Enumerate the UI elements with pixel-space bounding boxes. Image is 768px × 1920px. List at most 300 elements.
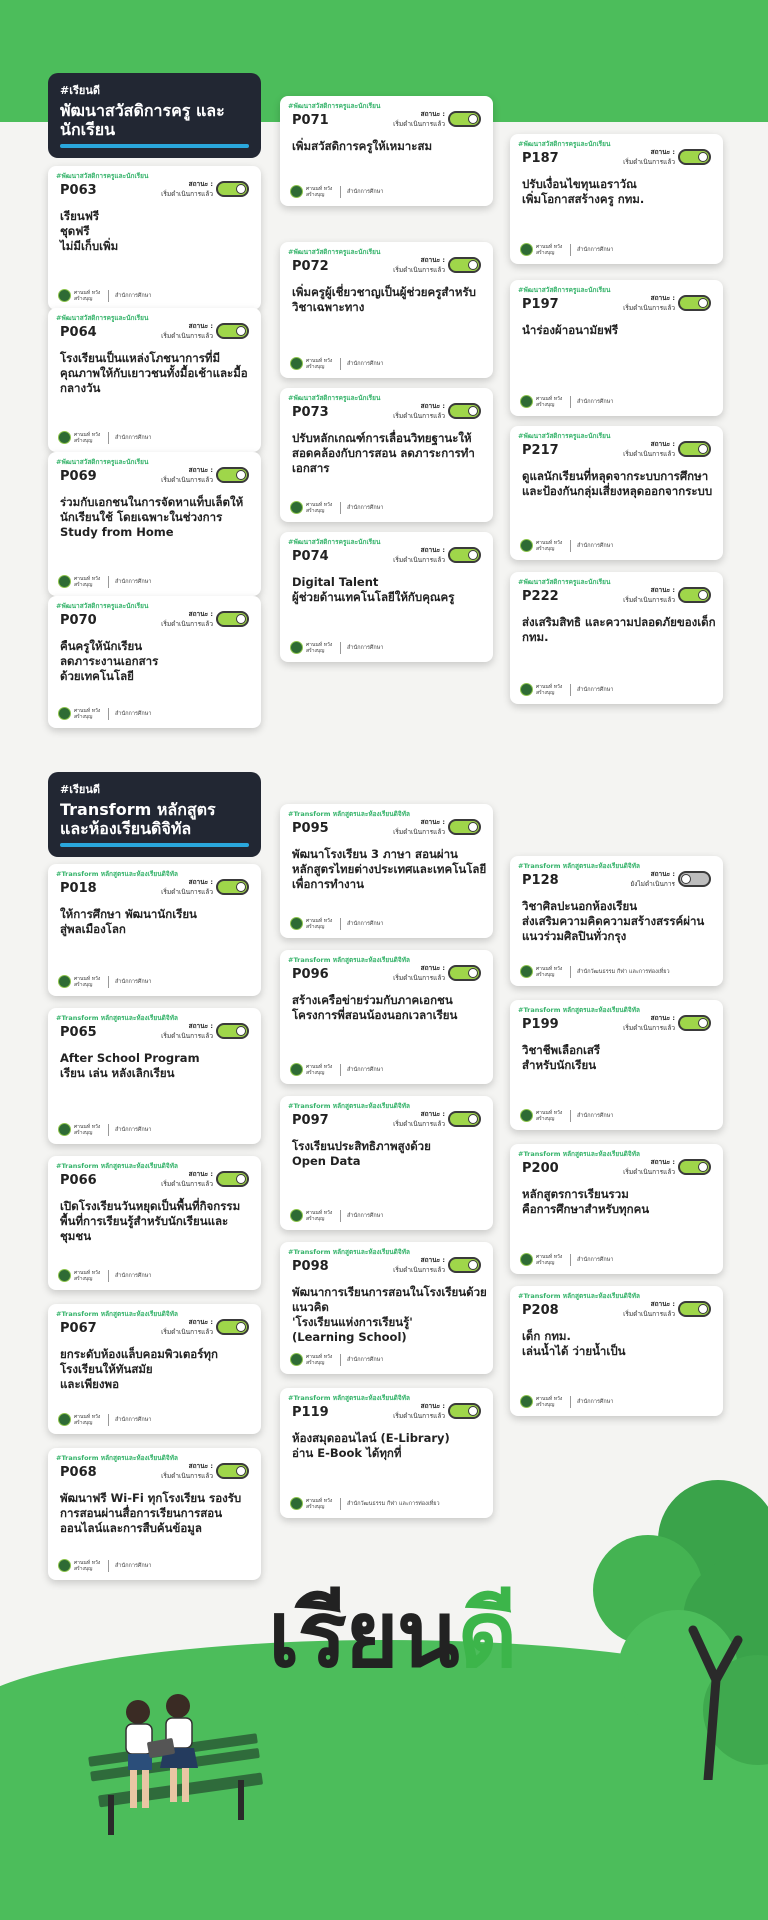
toggle-knob (236, 614, 246, 624)
status-value: เริ่มดำเนินการแล้ว (623, 1024, 675, 1032)
card-title: After School Program เรียน เล่น หลังเลิกเรียน (60, 1051, 200, 1080)
toggle-knob (468, 406, 478, 416)
owner-name: ศานนท์ หวังสร้างบุญ (536, 1395, 563, 1408)
office-name: สำนักการศึกษา (577, 1256, 614, 1263)
toggle-switch-icon[interactable] (448, 403, 481, 419)
status-value: เริ่มดำเนินการแล้ว (393, 556, 445, 564)
status-label: สถานะ : (188, 180, 213, 188)
status-label: สถานะ : (188, 1022, 213, 1030)
owner-avatar-icon (520, 243, 533, 256)
office-name: สำนักการศึกษา (115, 710, 152, 717)
card-code: P199 (522, 1017, 559, 1032)
footer-divider (108, 290, 109, 302)
owner-name: ศานนท์ หวังสร้างบุญ (74, 1269, 101, 1282)
toggle-knob (681, 874, 691, 884)
footer-divider (108, 976, 109, 988)
owner-avatar-icon (290, 917, 303, 930)
card-title: คืนครูให้นักเรียน ลดภาระงานเอกสาร ด้วยเทคโนโลยี (60, 639, 159, 683)
toggle-knob (698, 1304, 708, 1314)
office-name: สำนักวัฒนธรรม กีฬา และการท่องเที่ยว (347, 1500, 440, 1507)
status-value: เริ่มดำเนินการแล้ว (623, 1168, 675, 1176)
section-tag: #เรียนดี (60, 84, 100, 97)
office-name: สำนักการศึกษา (115, 1562, 152, 1569)
owner-name: ศานนท์ หวังสร้างบุญ (74, 1123, 101, 1136)
toggle-switch-icon[interactable] (448, 965, 481, 981)
toggle-switch-icon[interactable] (448, 547, 481, 563)
footer-title-part1: เรียน (268, 1581, 458, 1688)
status-label: สถานะ : (420, 1256, 445, 1264)
section-underline (60, 144, 249, 148)
status-value: เริ่มดำเนินการแล้ว (623, 158, 675, 166)
owner-name: ศานนท์ หวังสร้างบุญ (74, 431, 101, 444)
card-footer (520, 1109, 613, 1122)
toggle-switch-icon[interactable] (216, 1319, 249, 1335)
toggle-switch-icon[interactable] (678, 1015, 711, 1031)
owner-avatar-icon (290, 1353, 303, 1366)
card-title: นำร่องผ้าอนามัยฟรี (522, 323, 619, 337)
status-value: เริ่มดำเนินการแล้ว (623, 304, 675, 312)
card-code: P197 (522, 297, 559, 312)
policy-card[interactable] (510, 856, 723, 986)
toggle-switch-icon[interactable] (678, 441, 711, 457)
toggle-switch-icon[interactable] (448, 1111, 481, 1127)
toggle-knob (698, 444, 708, 454)
card-category: #Transform หลักสูตรและห้องเรียนดิจิทัล (288, 810, 410, 818)
status-value: เริ่มดำเนินการแล้ว (393, 1120, 445, 1128)
card-footer (290, 501, 383, 514)
status-value: เริ่มดำเนินการแล้ว (623, 1310, 675, 1318)
footer-divider (570, 966, 571, 978)
footer-divider (340, 1498, 341, 1510)
card-code: P098 (292, 1259, 329, 1274)
office-name: สำนักการศึกษา (577, 542, 614, 549)
toggle-switch-icon[interactable] (678, 1159, 711, 1175)
toggle-switch-icon[interactable] (216, 1023, 249, 1039)
toggle-switch-icon[interactable] (216, 879, 249, 895)
card-title: พัฒนาฟรี Wi-Fi ทุกโรงเรียน รองรับการสอนผ่านสื่อการเรียนการสอนออนไลน์และการสืบค้นข้อมูล (60, 1491, 242, 1535)
card-footer (290, 185, 383, 198)
office-name: สำนักการศึกษา (115, 1416, 152, 1423)
policy-card[interactable] (280, 96, 493, 206)
owner-name: ศานนท์ หวังสร้างบุญ (74, 575, 101, 588)
card-category: #Transform หลักสูตรและห้องเรียนดิจิทัล (56, 870, 178, 878)
card-code: P208 (522, 1303, 559, 1318)
card-footer (290, 917, 383, 930)
owner-avatar-icon (290, 501, 303, 514)
footer-divider (340, 1064, 341, 1076)
status-label: สถานะ : (420, 546, 445, 554)
owner-name: ศานนท์ หวังสร้างบุญ (74, 975, 101, 988)
section-title: Transform หลักสูตร และห้องเรียนดิจิทัล (60, 800, 216, 838)
owner-avatar-icon (290, 641, 303, 654)
footer-divider (108, 708, 109, 720)
section-underline (60, 843, 249, 847)
toggle-switch-icon[interactable] (678, 587, 711, 603)
card-footer (290, 1209, 383, 1222)
card-title: ส่งเสริมสิทธิ และความปลอดภัยของเด็ก กทม. (522, 615, 716, 644)
card-category: #พัฒนาสวัสดิการครูและนักเรียน (56, 172, 149, 180)
office-name: สำนักการศึกษา (347, 1356, 384, 1363)
policy-card[interactable] (510, 572, 723, 704)
card-title: พัฒนาการเรียนการสอนในโรงเรียนด้วยแนวคิด 'โรงเรียนแห่งการเรียนรู้' (Learning School) (292, 1285, 487, 1344)
owner-name: ศานนท์ หวังสร้างบุญ (536, 965, 563, 978)
status-label: สถานะ : (420, 1110, 445, 1118)
office-name: สำนักการศึกษา (115, 1126, 152, 1133)
card-title: เด็ก กทม. เล่นน้ำได้ ว่ายน้ำเป็น (522, 1329, 626, 1358)
card-code: P128 (522, 873, 559, 888)
card-footer (58, 1559, 151, 1572)
toggle-knob (236, 326, 246, 336)
policy-card[interactable] (510, 1000, 723, 1130)
card-title: หลักสูตรการเรียนรวม คือการศึกษาสำหรับทุกคน (522, 1187, 650, 1216)
status-label: สถานะ : (188, 322, 213, 330)
status-label: สถานะ : (650, 586, 675, 594)
owner-avatar-icon (290, 185, 303, 198)
status-value: เริ่มดำเนินการแล้ว (393, 974, 445, 982)
footer-divider (340, 358, 341, 370)
card-code: P217 (522, 443, 559, 458)
policy-card[interactable] (48, 452, 261, 596)
status-label: สถานะ : (188, 1318, 213, 1326)
policy-card[interactable] (510, 280, 723, 416)
card-category: #พัฒนาสวัสดิการครูและนักเรียน (288, 248, 381, 256)
status-value: เริ่มดำเนินการแล้ว (161, 620, 213, 628)
status-value: เริ่มดำเนินการแล้ว (161, 332, 213, 340)
toggle-knob (468, 968, 478, 978)
card-footer (290, 1063, 383, 1076)
card-code: P095 (292, 821, 329, 836)
toggle-knob (698, 590, 708, 600)
toggle-switch-icon[interactable] (216, 181, 249, 197)
owner-name: ศานนท์ หวังสร้างบุญ (306, 1063, 333, 1076)
card-footer (290, 1353, 383, 1366)
status-label: สถานะ : (188, 1170, 213, 1178)
card-footer (58, 289, 151, 302)
policy-card[interactable] (48, 864, 261, 996)
footer-divider (340, 1354, 341, 1366)
card-title: ให้การศึกษา พัฒนานักเรียน สู่พลเมืองโลก (60, 907, 197, 936)
card-category: #พัฒนาสวัสดิการครูและนักเรียน (288, 102, 381, 110)
toggle-switch-icon[interactable] (216, 323, 249, 339)
card-code: P067 (60, 1321, 97, 1336)
card-title: Digital Talent ผู้ช่วยด้านเทคโนโลยีให้กับคุณครู (292, 575, 455, 604)
footer-divider (340, 642, 341, 654)
owner-avatar-icon (290, 1063, 303, 1076)
office-name: สำนักการศึกษา (577, 686, 614, 693)
status-value: เริ่มดำเนินการแล้ว (161, 888, 213, 896)
card-title: ยกระดับห้องแล็บคอมพิวเตอร์ทุกโรงเรียนให้ทันสมัย และเพียงพอ (60, 1347, 218, 1391)
status-label: สถานะ : (650, 1300, 675, 1308)
card-title: ร่วมกับเอกชนในการจัดหาแท็บเล็ตให้นักเรียนใช้ โดยเฉพาะในช่วงการ Study from Home (60, 495, 244, 539)
policy-card[interactable] (280, 950, 493, 1084)
policy-card[interactable] (510, 134, 723, 264)
footer-divider (570, 1396, 571, 1408)
policy-card[interactable] (48, 1304, 261, 1434)
owner-name: ศานนท์ หวังสร้างบุญ (536, 539, 563, 552)
card-footer (520, 965, 670, 978)
card-footer (58, 975, 151, 988)
office-name: สำนักการศึกษา (347, 504, 384, 511)
toggle-knob (468, 1114, 478, 1124)
card-code: P119 (292, 1405, 329, 1420)
status-value: เริ่มดำเนินการแล้ว (393, 120, 445, 128)
status-value: เริ่มดำเนินการแล้ว (393, 828, 445, 836)
card-title: โรงเรียนประสิทธิภาพสูงด้วย Open Data (292, 1139, 431, 1168)
footer-divider (108, 1124, 109, 1136)
footer-divider (108, 1560, 109, 1572)
owner-name: ศานนท์ หวังสร้างบุญ (536, 1253, 563, 1266)
owner-name: ศานนท์ หวังสร้างบุญ (306, 1353, 333, 1366)
status-label: สถานะ : (188, 1462, 213, 1470)
policy-card[interactable] (48, 596, 261, 728)
card-footer (520, 1253, 613, 1266)
card-title: เพิ่มสวัสดิการครูให้เหมาะสม (292, 139, 433, 153)
owner-avatar-icon (58, 575, 71, 588)
toggle-switch-icon[interactable] (448, 819, 481, 835)
card-category: #Transform หลักสูตรและห้องเรียนดิจิทัล (518, 862, 640, 870)
office-name: สำนักการศึกษา (347, 644, 384, 651)
card-code: P187 (522, 151, 559, 166)
footer-divider (570, 684, 571, 696)
card-category: #Transform หลักสูตรและห้องเรียนดิจิทัล (56, 1014, 178, 1022)
toggle-switch-icon[interactable] (216, 1171, 249, 1187)
card-title: ดูแลนักเรียนที่หลุดจากระบบการศึกษา และป้องกันกลุ่มเสี่ยงหลุดออกจากระบบ (522, 469, 713, 498)
owner-avatar-icon (58, 431, 71, 444)
status-value: เริ่มดำเนินการแล้ว (161, 1180, 213, 1188)
footer-divider (570, 540, 571, 552)
policy-card[interactable] (280, 1242, 493, 1374)
toggle-switch-icon[interactable] (448, 1257, 481, 1273)
office-name: สำนักวัฒนธรรม กีฬา และการท่องเที่ยว (577, 968, 670, 975)
footer-divider (108, 1414, 109, 1426)
card-category: #พัฒนาสวัสดิการครูและนักเรียน (288, 394, 381, 402)
owner-avatar-icon (58, 1123, 71, 1136)
owner-name: ศานนท์ หวังสร้างบุญ (536, 1109, 563, 1122)
footer-divider (570, 1254, 571, 1266)
policy-card[interactable] (510, 1286, 723, 1416)
office-name: สำนักการศึกษา (115, 978, 152, 985)
card-footer (520, 1395, 613, 1408)
card-code: P069 (60, 469, 97, 484)
office-name: สำนักการศึกษา (347, 1066, 384, 1073)
status-label: สถานะ : (420, 402, 445, 410)
footer-divider (340, 502, 341, 514)
status-value: เริ่มดำเนินการแล้ว (161, 1328, 213, 1336)
card-category: #Transform หลักสูตรและห้องเรียนดิจิทัล (288, 956, 410, 964)
card-code: P071 (292, 113, 329, 128)
card-footer (58, 431, 151, 444)
card-title: เปิดโรงเรียนวันหยุดเป็นพื้นที่กิจกรรม พื้นที่การเรียนรู้สำหรับนักเรียนและชุมชน (60, 1199, 241, 1243)
card-code: P222 (522, 589, 559, 604)
toggle-switch-icon[interactable] (216, 1463, 249, 1479)
policy-card[interactable] (280, 388, 493, 522)
footer-divider (340, 1210, 341, 1222)
owner-avatar-icon (58, 1559, 71, 1572)
toggle-knob (698, 1162, 708, 1172)
footer-divider (108, 432, 109, 444)
status-value: ยังไม่ดำเนินการ (630, 880, 675, 888)
status-value: เริ่มดำเนินการแล้ว (393, 1412, 445, 1420)
card-title: เรียนฟรี ชุดฟรี ไม่มีเก็บเพิ่ม (60, 209, 119, 253)
office-name: สำนักการศึกษา (347, 1212, 384, 1219)
footer-divider (340, 918, 341, 930)
toggle-knob (236, 1466, 246, 1476)
toggle-switch-icon[interactable] (678, 149, 711, 165)
toggle-knob (468, 550, 478, 560)
owner-name: ศานนท์ หวังสร้างบุญ (74, 1559, 101, 1572)
toggle-knob (468, 822, 478, 832)
card-category: #Transform หลักสูตรและห้องเรียนดิจิทัล (288, 1394, 410, 1402)
toggle-knob (236, 1322, 246, 1332)
owner-name: ศานนท์ หวังสร้างบุญ (306, 1497, 333, 1510)
card-title: วิชาชีพเลือกเสรี สำหรับนักเรียน (522, 1043, 601, 1072)
card-code: P073 (292, 405, 329, 420)
card-category: #Transform หลักสูตรและห้องเรียนดิจิทัล (288, 1248, 410, 1256)
card-category: #Transform หลักสูตรและห้องเรียนดิจิทัล (56, 1310, 178, 1318)
toggle-switch-icon[interactable] (448, 257, 481, 273)
status-label: สถานะ : (420, 818, 445, 826)
owner-avatar-icon (290, 357, 303, 370)
footer-divider (340, 186, 341, 198)
toggle-switch-icon[interactable] (216, 467, 249, 483)
office-name: สำนักการศึกษา (115, 578, 152, 585)
owner-name: ศานนท์ หวังสร้างบุญ (536, 395, 563, 408)
policy-card[interactable] (48, 1008, 261, 1144)
policy-card[interactable] (280, 1096, 493, 1230)
toggle-knob (236, 882, 246, 892)
owner-avatar-icon (520, 1395, 533, 1408)
card-category: #Transform หลักสูตรและห้องเรียนดิจิทัล (56, 1454, 178, 1462)
status-label: สถานะ : (420, 1402, 445, 1410)
card-footer (520, 395, 613, 408)
policy-card[interactable] (48, 1448, 261, 1580)
status-label: สถานะ : (188, 878, 213, 886)
card-code: P063 (60, 183, 97, 198)
card-code: P074 (292, 549, 329, 564)
card-title: ปรับเงื่อนไขทุนเอราวัณ เพิ่มโอกาสสร้างครู กทม. (522, 177, 645, 206)
toggle-switch-icon[interactable] (678, 871, 711, 887)
office-name: สำนักการศึกษา (577, 1112, 614, 1119)
toggle-knob (698, 1018, 708, 1028)
owner-name: ศานนท์ หวังสร้างบุญ (306, 1209, 333, 1222)
policy-card[interactable] (510, 426, 723, 560)
owner-avatar-icon (520, 539, 533, 552)
card-code: P096 (292, 967, 329, 982)
card-footer (290, 357, 383, 370)
owner-avatar-icon (290, 1497, 303, 1510)
footer-divider (108, 576, 109, 588)
card-title: วิชาศิลปะนอกห้องเรียน ส่งเสริมความคิดความสร้างสรรค์ผ่านแนวร่วมศิลปินทั่วกรุง (522, 899, 705, 943)
toggle-switch-icon[interactable] (448, 1403, 481, 1419)
status-label: สถานะ : (650, 440, 675, 448)
card-footer (290, 641, 383, 654)
office-name: สำนักการศึกษา (577, 1398, 614, 1405)
card-code: P064 (60, 325, 97, 340)
toggle-switch-icon[interactable] (216, 611, 249, 627)
card-code: P018 (60, 881, 97, 896)
status-value: เริ่มดำเนินการแล้ว (623, 450, 675, 458)
toggle-knob (468, 114, 478, 124)
card-category: #พัฒนาสวัสดิการครูและนักเรียน (56, 458, 149, 466)
owner-avatar-icon (520, 1253, 533, 1266)
office-name: สำนักการศึกษา (347, 188, 384, 195)
card-category: #พัฒนาสวัสดิการครูและนักเรียน (518, 578, 611, 586)
owner-name: ศานนท์ หวังสร้างบุญ (74, 1413, 101, 1426)
owner-name: ศานนท์ หวังสร้างบุญ (74, 289, 101, 302)
toggle-switch-icon[interactable] (448, 111, 481, 127)
toggle-knob (468, 1406, 478, 1416)
card-category: #พัฒนาสวัสดิการครูและนักเรียน (56, 602, 149, 610)
status-label: สถานะ : (650, 1158, 675, 1166)
policy-card[interactable] (280, 242, 493, 378)
card-footer (58, 575, 151, 588)
card-category: #Transform หลักสูตรและห้องเรียนดิจิทัล (56, 1162, 178, 1170)
policy-card[interactable] (510, 1144, 723, 1274)
status-value: เริ่มดำเนินการแล้ว (161, 1472, 213, 1480)
toggle-knob (236, 470, 246, 480)
card-footer (58, 1269, 151, 1282)
owner-avatar-icon (520, 395, 533, 408)
status-value: เริ่มดำเนินการแล้ว (161, 190, 213, 198)
card-code: P068 (60, 1465, 97, 1480)
footer-title-part2: ดี (457, 1581, 516, 1688)
card-category: #พัฒนาสวัสดิการครูและนักเรียน (518, 432, 611, 440)
card-category: #Transform หลักสูตรและห้องเรียนดิจิทัล (288, 1102, 410, 1110)
toggle-switch-icon[interactable] (678, 1301, 711, 1317)
card-code: P066 (60, 1173, 97, 1188)
section-header-transform (48, 772, 261, 857)
policy-card[interactable] (48, 166, 261, 310)
card-code: P072 (292, 259, 329, 274)
status-value: เริ่มดำเนินการแล้ว (393, 1266, 445, 1274)
students-on-bench-illustration (78, 1690, 268, 1840)
status-value: เริ่มดำเนินการแล้ว (393, 412, 445, 420)
toggle-switch-icon[interactable] (678, 295, 711, 311)
owner-name: ศานนท์ หวังสร้างบุญ (306, 641, 333, 654)
policy-card[interactable] (48, 308, 261, 452)
toggle-knob (236, 184, 246, 194)
owner-avatar-icon (520, 683, 533, 696)
status-label: สถานะ : (650, 294, 675, 302)
toggle-knob (236, 1026, 246, 1036)
status-value: เริ่มดำเนินการแล้ว (161, 1032, 213, 1040)
owner-name: ศานนท์ หวังสร้างบุญ (306, 917, 333, 930)
toggle-knob (468, 1260, 478, 1270)
footer-divider (108, 1270, 109, 1282)
status-label: สถานะ : (420, 256, 445, 264)
owner-avatar-icon (58, 975, 71, 988)
section-header-welfare (48, 73, 261, 158)
owner-avatar-icon (58, 707, 71, 720)
owner-avatar-icon (520, 1109, 533, 1122)
policy-card[interactable] (280, 1388, 493, 1518)
status-label: สถานะ : (188, 466, 213, 474)
office-name: สำนักการศึกษา (347, 360, 384, 367)
card-category: #Transform หลักสูตรและห้องเรียนดิจิทัล (518, 1006, 640, 1014)
section-title: พัฒนาสวัสดิการครู และนักเรียน (60, 101, 225, 139)
card-footer (520, 683, 613, 696)
owner-name: ศานนท์ หวังสร้างบุญ (306, 501, 333, 514)
card-footer (520, 539, 613, 552)
policy-card[interactable] (280, 804, 493, 938)
owner-avatar-icon (520, 965, 533, 978)
owner-avatar-icon (58, 1269, 71, 1282)
status-value: เริ่มดำเนินการแล้ว (393, 266, 445, 274)
owner-name: ศานนท์ หวังสร้างบุญ (306, 357, 333, 370)
policy-card[interactable] (48, 1156, 261, 1290)
policy-card[interactable] (280, 532, 493, 662)
status-label: สถานะ : (650, 148, 675, 156)
